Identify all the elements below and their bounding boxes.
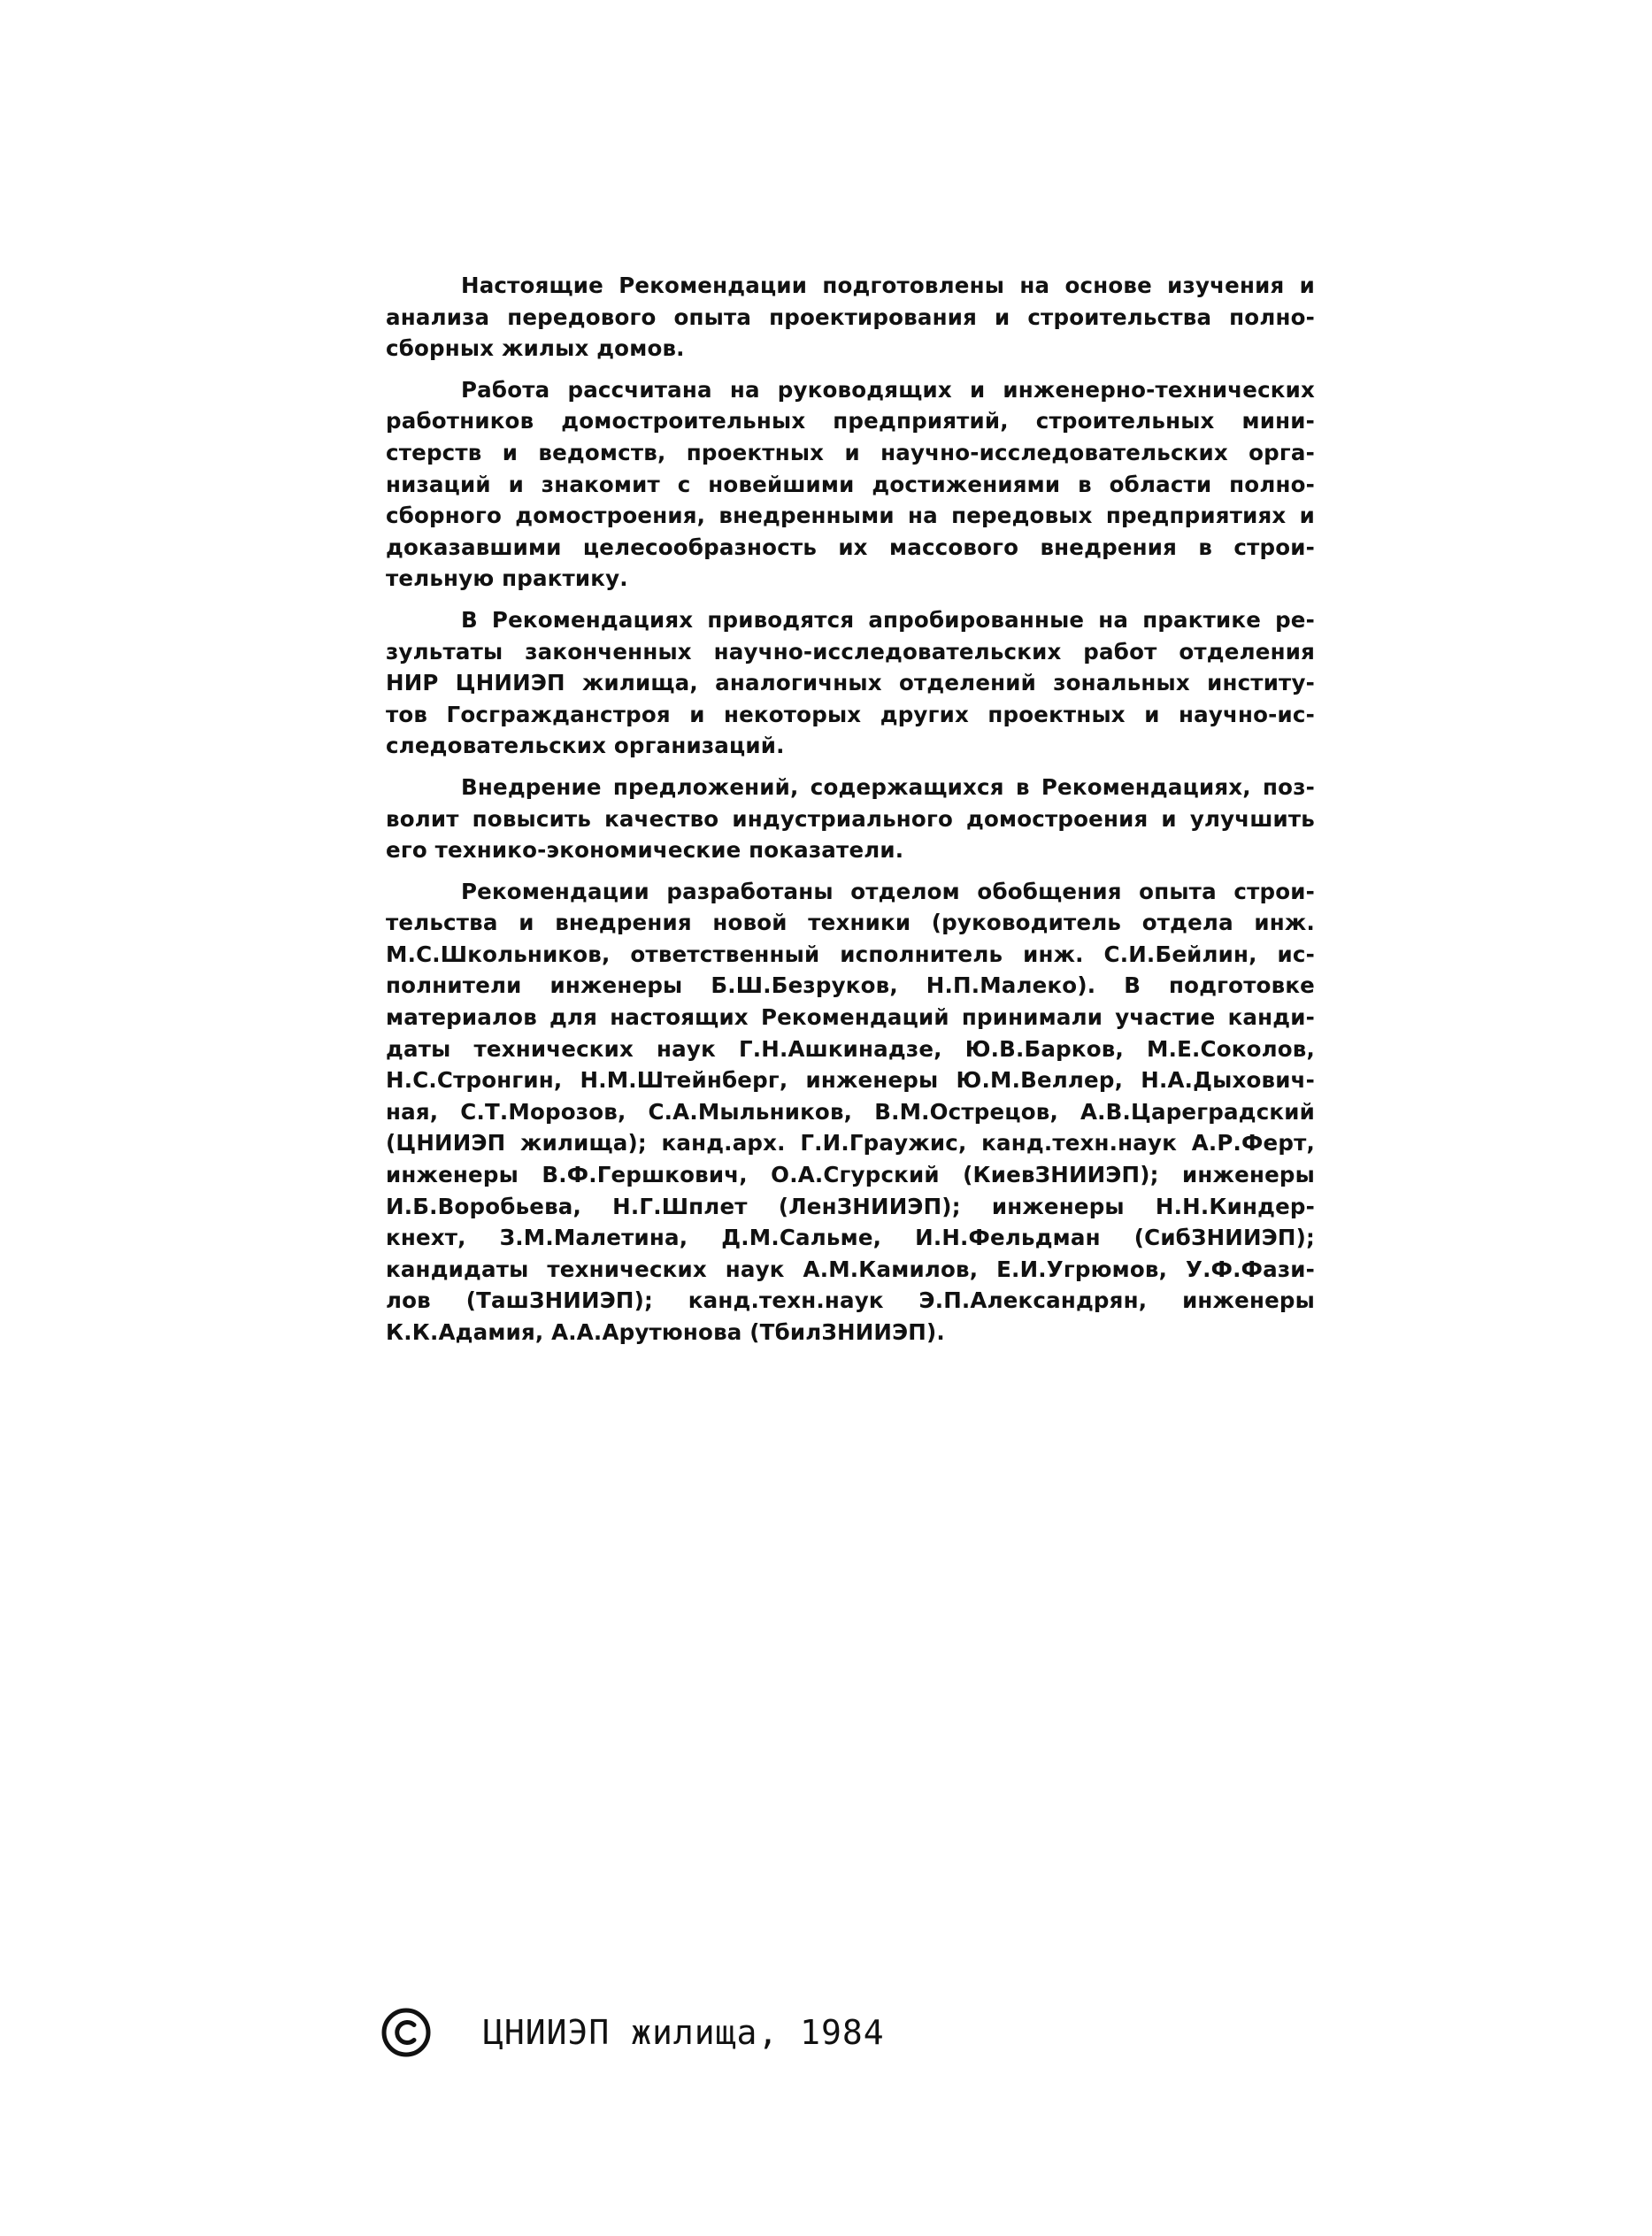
- text-line: В Рекомендациях приводятся апробированные на практике ре-: [461, 606, 1315, 633]
- paragraph-authors: [386, 876, 1315, 1349]
- text-line: материалов для настоящих Рекомендаций принимали участие канди-: [386, 1004, 1315, 1031]
- text-line: М.С.Школьников, ответственный исполнитель инж. С.И.Бейлин, ис-: [386, 941, 1315, 967]
- text-line: Рекомендации разработаны отделом обобщения опыта строи-: [461, 878, 1315, 904]
- text-line: тельства и внедрения новой техники (руководитель отдела инж.: [386, 910, 1315, 936]
- text-line: кнехт, З.М.Малетина, Д.М.Сальме, И.Н.Фельдман (СибЗНИИЭП);: [386, 1225, 1315, 1251]
- copyright-footer: [380, 2002, 885, 2063]
- paragraph-intro: [386, 270, 1315, 365]
- text-line: кандидаты технических наук А.М.Камилов, Е.И.Угрюмов, У.Ф.Фази-: [386, 1256, 1315, 1282]
- text-line: инженеры В.Ф.Гершкович, О.А.Сгурский (КиевЗНИИЭП); инженеры: [386, 1162, 1315, 1188]
- text-line: доказавшими целесообразность их массового внедрения в строи-: [386, 534, 1315, 560]
- text-line: ная, С.Т.Морозов, С.А.Мыльников, В.М.Острецов, А.В.Цареградский: [386, 1098, 1315, 1125]
- text-line: Н.С.Стронгин, Н.М.Штейнберг, инженеры Ю.М.Веллер, Н.А.Дыхович-: [386, 1067, 1315, 1094]
- text-line: Работа рассчитана на руководящих и инженерно-технических: [461, 376, 1315, 403]
- text-line: сборных жилых домов.: [386, 335, 685, 362]
- paragraph-audience: [386, 374, 1315, 595]
- text-line: полнители инженеры Б.Ш.Безруков, Н.П.Малеко). В подготовке: [386, 972, 1315, 999]
- text-line: Настоящие Рекомендации подготовлены на основе изучения и: [461, 273, 1315, 298]
- text-line: сборного домостроения, внедренными на передовых предприятиях и: [386, 503, 1315, 529]
- text-line: анализа передового опыта проектирования и строительства полно-: [386, 304, 1315, 330]
- copyright-icon: [380, 2007, 432, 2058]
- text-line: даты технических наук Г.Н.Ашкинадзе, Ю.В.Барков, М.Е.Соколов,: [386, 1035, 1315, 1062]
- text-line: низаций и знакомит с новейшими достижениями в области полно-: [386, 471, 1315, 497]
- paragraph-results: [386, 604, 1315, 762]
- text-line: его технико-экономические показатели.: [386, 837, 904, 864]
- copyright-text: ЦНИИЭП жилища, 1984: [483, 2013, 885, 2052]
- text-line: И.Б.Воробьева, Н.Г.Шплет (ЛенЗНИИЭП); инженеры Н.Н.Киндер-: [386, 1193, 1315, 1219]
- text-line: стерств и ведомств, проектных и научно-исследовательских орга-: [386, 439, 1315, 465]
- text-line: Внедрение предложений, содержащихся в Рекомендациях, поз-: [461, 773, 1315, 800]
- text-line: работников домостроительных предприятий, строительных мини-: [386, 408, 1315, 434]
- text-line: зультаты законченных научно-исследовательских работ отделения: [386, 638, 1315, 665]
- text-line: лов (ТашЗНИИЭП); канд.техн.наук Э.П.Александрян, инженеры: [386, 1287, 1315, 1314]
- text-line: волит повысить качество индустриального домостроения и улучшить: [386, 805, 1315, 832]
- text-line: тов Госгражданстроя и некоторых других проектных и научно-ис-: [386, 701, 1315, 727]
- text-line: К.К.Адамия, А.А.Арутюнова (ТбилЗНИИЭП).: [386, 1319, 945, 1345]
- text-line: тельную практику.: [386, 565, 628, 592]
- text-line: следовательских организаций.: [386, 733, 785, 759]
- text-line: (ЦНИИЭП жилища); канд.арх. Г.И.Граужис, канд.техн.наук А.Р.Ферт,: [386, 1130, 1315, 1156]
- paragraph-benefits: [386, 772, 1315, 866]
- text-line: НИР ЦНИИЭП жилища, аналогичных отделений зональных институ-: [386, 670, 1315, 696]
- document-body: [386, 270, 1315, 1349]
